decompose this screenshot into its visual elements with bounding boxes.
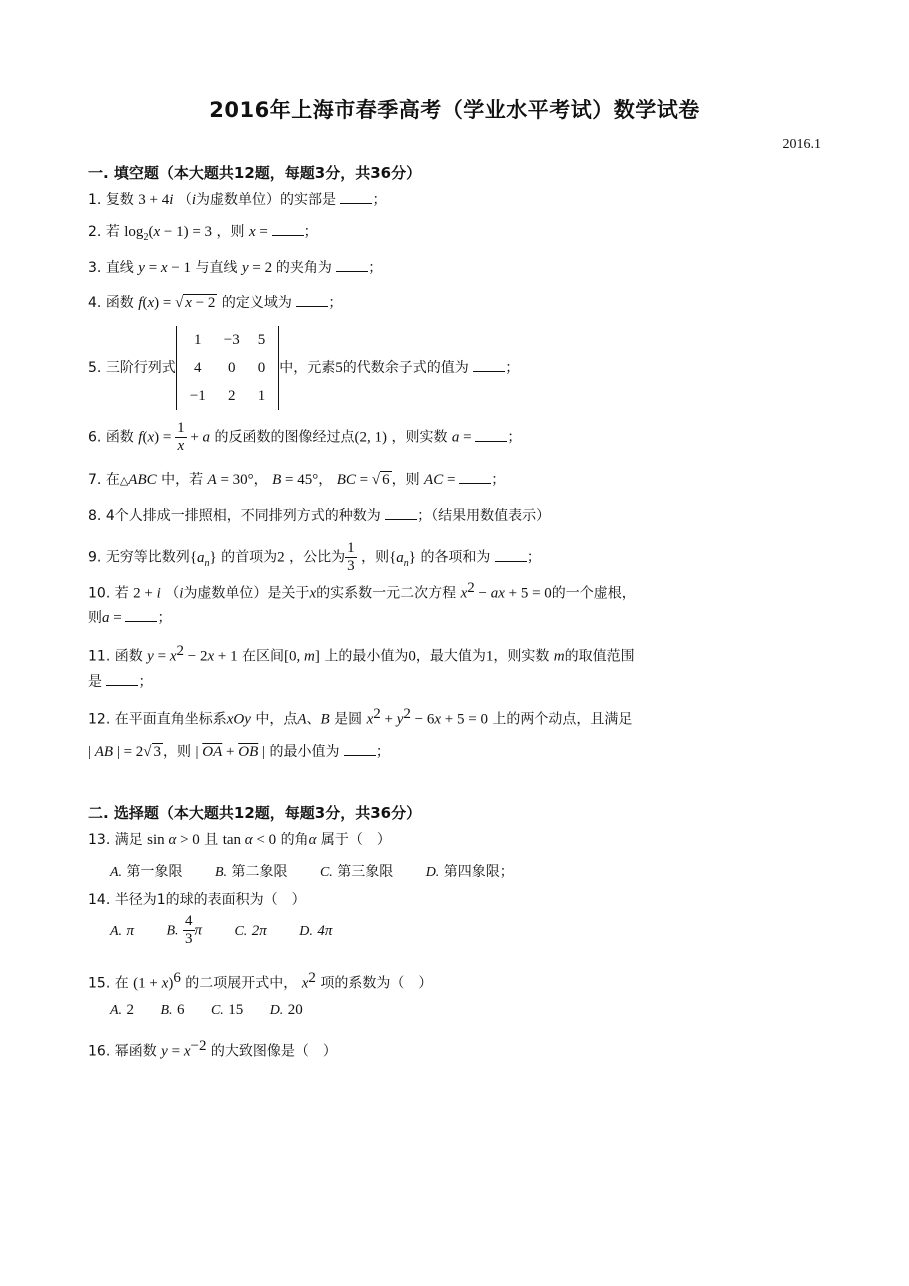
question-16: 16. 幂函数 $y = x^{-2}$ 的大致图像是（ ）: [88, 1038, 337, 1060]
answer-blank: [125, 609, 157, 622]
question-3: 3. 直线 y = x − 1 与直线 y = 2 的夹角为 ；: [88, 260, 383, 276]
question-10-cont: 则a = ；: [88, 610, 172, 626]
question-7: 7. 在△ABC 中，若 A = 30°， B = 45°， BC = √ 6 ，则 AC = ；: [88, 472, 506, 488]
option-b: B. 第二象限: [214, 864, 288, 880]
option-a: A. 第一象限: [110, 864, 183, 880]
fraction: $\frac{1}{x}$: [177, 420, 185, 454]
question-13: 13. 满足 sin α > 0 且 tan α < 0 的角α 属于（ ）: [88, 832, 391, 848]
question-6: 6. 函数 f(x) = $\frac{1}{x}$ + a 的反函数的图像经过点(2, 1) ，则实数 a = ；: [88, 420, 522, 454]
exam-title: 2016年上海市春季高考（学业水平考试）数学试卷: [209, 98, 700, 122]
fraction: $\frac{1}{3}$: [347, 540, 355, 574]
determinant: 1 −3 5 4 0 0 −1 2 1: [176, 326, 279, 410]
question-15-options: [110, 1002, 325, 1019]
answer-blank: [344, 743, 376, 756]
question-15: 15. 在 $(1 + x)^6$ 的二项展开式中， $x^2$ 项的系数为（ ）: [88, 970, 433, 992]
option-b: B. $\frac{4}{3}$ π: [166, 913, 203, 947]
option-a: A. 2: [110, 1002, 135, 1018]
section-1-heading: 一. 填空题（本大题共12题，每题3分，共36分）: [88, 164, 422, 182]
option-a: A. π: [110, 922, 135, 939]
option-c: C. 15: [210, 1002, 244, 1018]
option-b: B. 6: [160, 1002, 185, 1018]
question-8: 8. 4个人排成一排照相，不同排列方式的种数为 ；（结果用数值表示）: [88, 508, 551, 524]
question-9: 9. 无穷等比数列$\{a_n\}$ 的首项为2 ，公比为 $\frac{1}{3}$ ，则$\{a_n\}$ 的各项和为 ；: [88, 540, 541, 574]
answer-blank: [272, 223, 304, 236]
question-11-cont: 是 ；: [88, 674, 153, 690]
question-13-options: [110, 861, 542, 881]
option-d: D. 4π: [299, 922, 333, 939]
option-c: C. 第三象限: [319, 864, 394, 880]
question-4: 4. 函数 f(x) = √ x − 2 的定义域为 ；: [88, 295, 343, 311]
option-d: D. 第四象限；: [425, 864, 514, 880]
answer-blank: [106, 673, 138, 686]
question-11: 11. 函数 $y = x^2 - 2x + 1$ 在区间[0, m] 上的最小值为0，最大值为1，则实数 m的取值范围: [88, 643, 635, 665]
answer-blank: [495, 549, 527, 562]
option-c: C. 2π: [234, 922, 267, 939]
exam-date: 2016.1: [782, 137, 821, 152]
question-5: 5. 三阶行列式 1 −3 5 4 0 0 −1 2 1 中，元素5的代数余子式的值为 ；: [88, 326, 519, 410]
answer-blank: [473, 359, 505, 372]
question-1: 1. 复数 3 + 4i （i为虚数单位）的实部是 ；: [88, 192, 387, 208]
question-14-options: [110, 913, 360, 948]
answer-blank: [385, 507, 417, 520]
question-14: 14. 半径为1的球的表面积为（ ）: [88, 892, 306, 908]
question-2: 2. 若 $\log_2(x - 1) = 3$ ，则 x = ；: [88, 224, 318, 243]
answer-blank: [459, 471, 491, 484]
option-d: D. 20: [269, 1002, 303, 1018]
answer-blank: [475, 429, 507, 442]
answer-blank: [336, 259, 368, 272]
answer-blank: [296, 294, 328, 307]
question-12: 12. 在平面直角坐标系xOy 中，点A、B 是圆 $x^2 + y^2 - 6x + 5 = 0$ 上的两个动点，且满足: [88, 706, 633, 728]
section-2-heading: 二. 选择题（本大题共12题，每题3分，共36分）: [88, 804, 422, 822]
question-10: 10. 若 2 + i （i为虚数单位）是关于x的实系数一元二次方程 $x^2$ − ax + 5 = 0的一个虚根，: [88, 580, 636, 602]
question-12-cont: | AB | = 2√ 3 ，则 | $\overline{OA} + \overline{OB}$ | 的最小值为 ；: [88, 744, 390, 760]
answer-blank: [340, 191, 372, 204]
